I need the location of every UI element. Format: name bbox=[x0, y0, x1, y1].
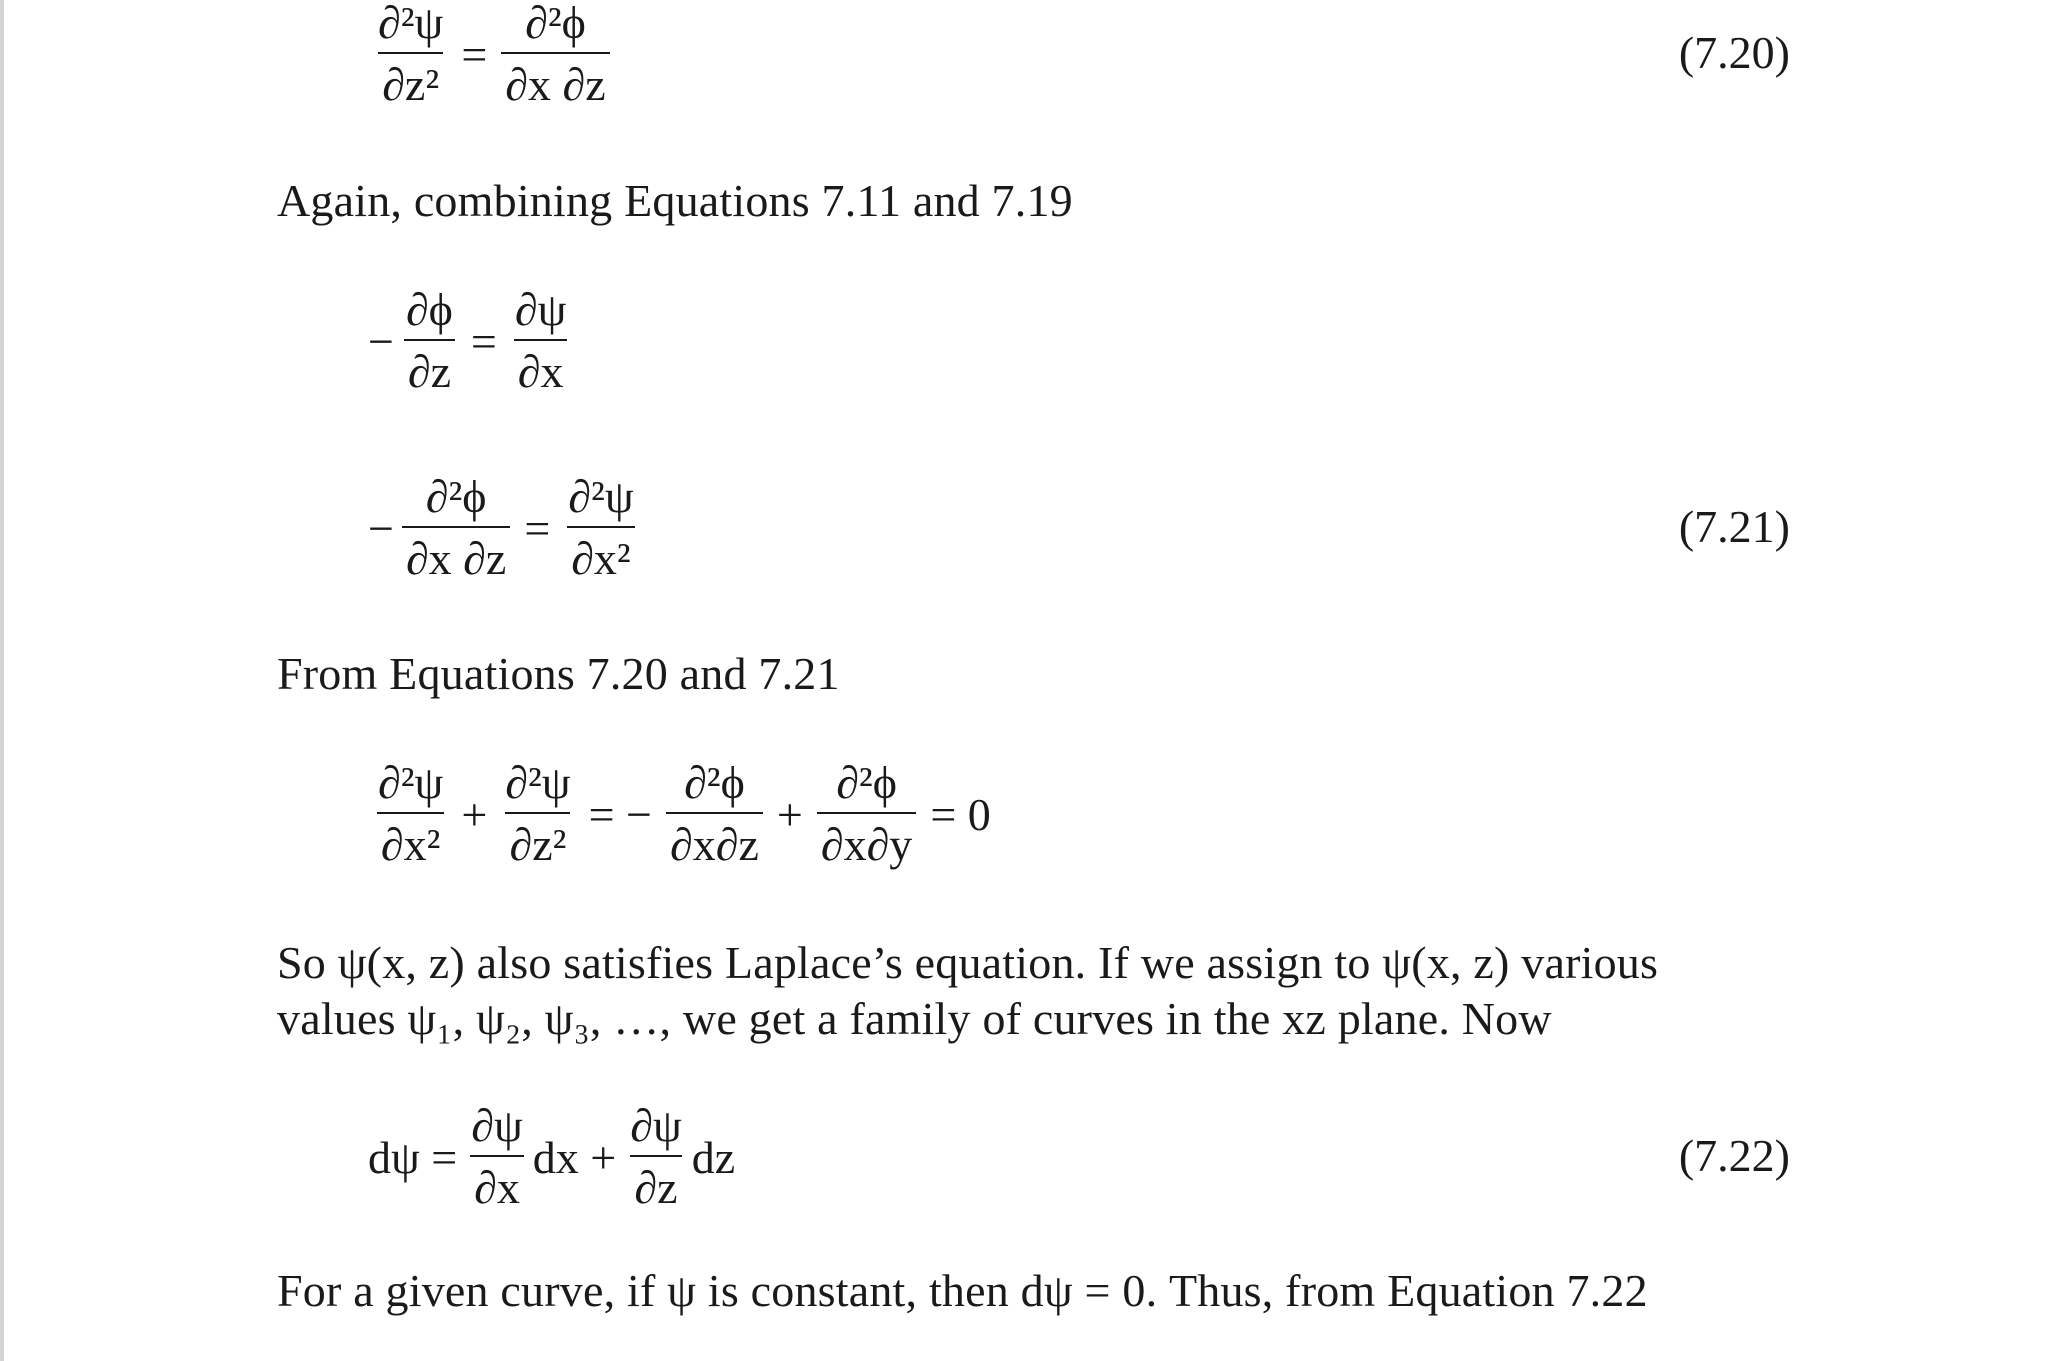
denominator: ∂z² bbox=[378, 52, 443, 108]
numerator: ∂²ϕ bbox=[836, 757, 897, 808]
fraction-rhs bbox=[564, 471, 637, 584]
denominator: ∂x² bbox=[567, 526, 635, 582]
numerator: ∂ψ bbox=[630, 1100, 682, 1151]
denominator: ∂z bbox=[630, 1155, 681, 1211]
equals-sign: = bbox=[524, 502, 551, 554]
numerator: ∂²ψ bbox=[505, 757, 571, 808]
denominator: ∂x∂z bbox=[666, 812, 763, 868]
denominator: ∂x ∂z bbox=[501, 52, 609, 108]
fraction-term-2 bbox=[501, 757, 574, 870]
equation-7-22 bbox=[368, 1100, 736, 1213]
term-2-differential: dz bbox=[691, 1131, 736, 1183]
denominator: ∂z² bbox=[505, 812, 570, 868]
numerator: ∂ϕ bbox=[405, 284, 453, 335]
equals-sign: = bbox=[461, 28, 488, 80]
paragraph-given-curve: For a given curve, if ψ is constant, then dψ = 0. Thus, from Equation 7.22 bbox=[277, 1265, 1648, 1316]
equation-number-7-22: (7.22) bbox=[1678, 1130, 1790, 1181]
minus-sign: − bbox=[368, 315, 394, 367]
denominator: ∂x∂y bbox=[817, 812, 916, 868]
denominator: ∂x² bbox=[377, 812, 445, 868]
equation-number-7-21: (7.21) bbox=[1678, 501, 1790, 552]
fraction-lhs bbox=[402, 284, 457, 397]
denominator: ∂x ∂z bbox=[402, 526, 510, 582]
paragraph-from-equations: From Equations 7.20 and 7.21 bbox=[277, 648, 840, 699]
minus-sign: − bbox=[368, 502, 394, 554]
fraction-lhs bbox=[402, 471, 510, 584]
equation-7-21 bbox=[368, 471, 644, 584]
fraction-rhs bbox=[511, 284, 571, 397]
fraction-lhs bbox=[374, 0, 447, 108]
denominator: ∂z bbox=[404, 339, 455, 395]
numerator: ∂ψ bbox=[471, 1100, 523, 1151]
term-1-differential: dx + bbox=[532, 1131, 617, 1183]
fraction-term-2 bbox=[626, 1100, 686, 1213]
page-left-edge bbox=[0, 0, 4, 1361]
fraction-term-1 bbox=[467, 1100, 527, 1213]
denominator: ∂x bbox=[514, 339, 568, 395]
numerator: ∂²ψ bbox=[568, 471, 634, 522]
fraction-rhs bbox=[501, 0, 609, 108]
numerator: ∂²ϕ bbox=[684, 757, 745, 808]
numerator: ∂ψ bbox=[514, 284, 567, 335]
equals-minus: = − bbox=[588, 788, 652, 840]
fraction-term-4 bbox=[817, 757, 916, 870]
equation-number-7-20: (7.20) bbox=[1678, 27, 1790, 78]
equation-laplace-sum bbox=[368, 757, 999, 870]
fraction-term-3 bbox=[666, 757, 763, 870]
equation-7-20 bbox=[368, 0, 616, 108]
equation-lhs: dψ = bbox=[368, 1131, 458, 1183]
paragraph-laplace-1: So ψ(x, z) also satisfies Laplace’s equation. If we assign to ψ(x, z) various bbox=[277, 937, 1659, 988]
plus-sign: + bbox=[461, 788, 488, 840]
equals-zero: = 0 bbox=[930, 788, 991, 840]
numerator: ∂²ψ bbox=[378, 0, 444, 48]
numerator: ∂²ψ bbox=[378, 757, 444, 808]
paragraph-combining: Again, combining Equations 7.11 and 7.19 bbox=[277, 175, 1073, 226]
equals-sign: = bbox=[470, 315, 497, 367]
equation-unnumbered bbox=[368, 284, 576, 397]
numerator: ∂²ϕ bbox=[525, 0, 586, 48]
numerator: ∂²ϕ bbox=[425, 471, 487, 522]
plus-sign: + bbox=[776, 788, 803, 840]
paragraph-laplace-2: values ψ₁, ψ₂, ψ₃, …, we get a family of curves in the xz plane. Now bbox=[277, 993, 1552, 1044]
fraction-term-1 bbox=[374, 757, 447, 870]
denominator: ∂x bbox=[470, 1155, 524, 1211]
